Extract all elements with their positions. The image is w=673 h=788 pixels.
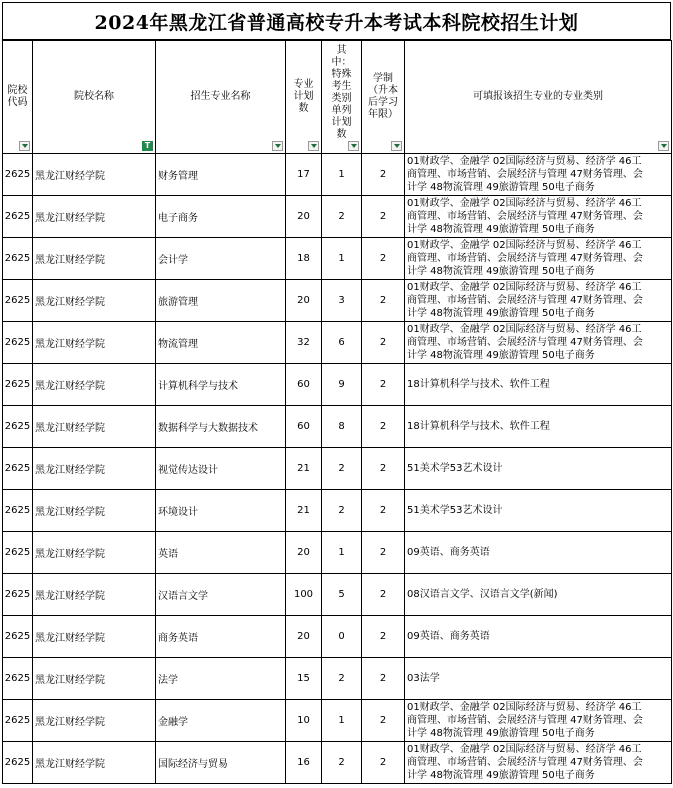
- eligible-types-cell[interactable]: [405, 322, 672, 364]
- eligible-types-line: 01财政学、金融学 02国际经济与贸易、经济学 46工: [407, 156, 642, 167]
- school-name-cell[interactable]: 黑龙江财经学院: [33, 658, 156, 700]
- study-years-cell[interactable]: 2: [362, 364, 405, 406]
- eligible-types-cell[interactable]: [405, 154, 672, 196]
- eligible-types-line: 01财政学、金融学 02国际经济与贸易、经济学 46工: [407, 198, 642, 209]
- major-name-cell[interactable]: 环境设计: [156, 490, 286, 532]
- table-row: [3, 616, 672, 658]
- major-name-cell[interactable]: 金融学: [156, 700, 286, 742]
- school-code-cell[interactable]: 2625: [3, 154, 33, 196]
- filter-dropdown-icon[interactable]: [391, 141, 402, 151]
- header-eligible-types-label: 可填报该招生专业的专业类别: [473, 91, 603, 102]
- study-years-cell[interactable]: 2: [362, 616, 405, 658]
- eligible-types-line: 计学 48物流管理 49旅游管理 50电子商务: [407, 182, 595, 193]
- study-years-cell[interactable]: 2: [362, 658, 405, 700]
- table-row: [3, 154, 672, 196]
- filter-dropdown-icon[interactable]: [348, 141, 359, 151]
- school-name-cell[interactable]: 黑龙江财经学院: [33, 196, 156, 238]
- special-count-cell[interactable]: 9: [322, 364, 362, 406]
- major-name-cell[interactable]: 英语: [156, 532, 286, 574]
- header-special-line: 单列: [331, 105, 352, 116]
- header-school-code-line: 代码: [7, 97, 28, 108]
- header-years-line: 学制: [373, 73, 393, 84]
- study-years-cell[interactable]: 2: [362, 742, 405, 784]
- plan-count-cell[interactable]: 20: [286, 280, 322, 322]
- school-name-cell[interactable]: 黑龙江财经学院: [33, 574, 156, 616]
- school-code-cell[interactable]: 2625: [3, 658, 33, 700]
- school-code-cell[interactable]: 2625: [3, 532, 33, 574]
- eligible-types-line: 08汉语言文学、汉语言文学(新闻): [407, 589, 558, 600]
- header-school-name: [33, 41, 156, 154]
- table-row: [3, 364, 672, 406]
- eligible-types-cell[interactable]: [405, 700, 672, 742]
- table-row: [3, 490, 672, 532]
- school-code-cell[interactable]: 2625: [3, 490, 33, 532]
- major-name-cell[interactable]: 法学: [156, 658, 286, 700]
- plan-count-cell[interactable]: 18: [286, 238, 322, 280]
- major-name-cell[interactable]: 数据科学与大数据技术: [156, 406, 286, 448]
- eligible-types-cell[interactable]: [405, 406, 672, 448]
- study-years-cell[interactable]: 2: [362, 280, 405, 322]
- school-code-cell[interactable]: 2625: [3, 406, 33, 448]
- header-plan-line: 专业: [293, 79, 314, 90]
- table-row: [3, 742, 672, 784]
- major-name-cell[interactable]: 国际经济与贸易: [156, 742, 286, 784]
- school-name-cell[interactable]: 黑龙江财经学院: [33, 742, 156, 784]
- header-special-line: 类别: [331, 93, 352, 104]
- major-name-cell[interactable]: 视觉传达设计: [156, 448, 286, 490]
- school-name-cell[interactable]: 黑龙江财经学院: [33, 322, 156, 364]
- eligible-types-line: 商管理、市场营销、会展经济与管理 47财务管理、会: [407, 337, 643, 348]
- study-years-cell[interactable]: 2: [362, 154, 405, 196]
- table-row: [3, 280, 672, 322]
- table-row: [3, 574, 672, 616]
- plan-count-cell[interactable]: 20: [286, 616, 322, 658]
- school-code-cell[interactable]: 2625: [3, 742, 33, 784]
- eligible-types-line: 商管理、市场营销、会展经济与管理 47财务管理、会: [407, 253, 643, 264]
- eligible-types-line: 18计算机科学与技术、软件工程: [407, 379, 550, 390]
- special-count-cell[interactable]: 6: [322, 322, 362, 364]
- header-years-line: 年限）: [368, 109, 398, 120]
- eligible-types-line: 09英语、商务英语: [407, 631, 490, 642]
- eligible-types-line: 51美术学53艺术设计: [407, 463, 503, 474]
- school-name-cell[interactable]: 黑龙江财经学院: [33, 448, 156, 490]
- special-count-cell[interactable]: 2: [322, 490, 362, 532]
- special-count-cell[interactable]: 1: [322, 154, 362, 196]
- school-name-cell[interactable]: 黑龙江财经学院: [33, 406, 156, 448]
- major-name-cell[interactable]: 会计学: [156, 238, 286, 280]
- header-school-name-label: 院校名称: [74, 91, 114, 102]
- eligible-types-line: 商管理、市场营销、会展经济与管理 47财务管理、会: [407, 295, 643, 306]
- study-years-cell[interactable]: 2: [362, 196, 405, 238]
- major-name-cell[interactable]: 计算机科学与技术: [156, 364, 286, 406]
- eligible-types-line: 09英语、商务英语: [407, 547, 490, 558]
- school-name-cell[interactable]: 黑龙江财经学院: [33, 238, 156, 280]
- header-special-line: 其: [336, 45, 347, 56]
- header-eligible-types: [405, 41, 672, 154]
- study-years-cell[interactable]: 2: [362, 238, 405, 280]
- study-years-cell[interactable]: 2: [362, 490, 405, 532]
- header-special-line: 数: [336, 129, 347, 140]
- eligible-types-cell[interactable]: [405, 658, 672, 700]
- major-name-cell[interactable]: 旅游管理: [156, 280, 286, 322]
- eligible-types-line: 计学 48物流管理 49旅游管理 50电子商务: [407, 266, 595, 277]
- plan-count-cell[interactable]: 21: [286, 448, 322, 490]
- study-years-cell[interactable]: 2: [362, 700, 405, 742]
- eligible-types-line: 计学 48物流管理 49旅游管理 50电子商务: [407, 308, 595, 319]
- table-row: [3, 658, 672, 700]
- plan-count-cell[interactable]: 10: [286, 700, 322, 742]
- eligible-types-line: 商管理、市场营销、会展经济与管理 47财务管理、会: [407, 211, 643, 222]
- school-code-cell[interactable]: 2625: [3, 364, 33, 406]
- major-name-cell[interactable]: 物流管理: [156, 322, 286, 364]
- header-school-code: [3, 41, 33, 154]
- special-count-cell[interactable]: 3: [322, 280, 362, 322]
- special-count-cell[interactable]: 1: [322, 532, 362, 574]
- special-count-cell[interactable]: 5: [322, 574, 362, 616]
- filter-active-icon[interactable]: T: [142, 141, 153, 151]
- header-major-name: [156, 41, 286, 154]
- school-code-cell[interactable]: 2625: [3, 700, 33, 742]
- plan-count-cell[interactable]: 16: [286, 742, 322, 784]
- eligible-types-cell[interactable]: [405, 280, 672, 322]
- eligible-types-line: 03法学: [407, 673, 440, 684]
- eligible-types-line: 18计算机科学与技术、软件工程: [407, 421, 550, 432]
- eligible-types-cell[interactable]: [405, 490, 672, 532]
- filter-dropdown-icon[interactable]: [272, 141, 283, 151]
- enrollment-plan-table: [2, 40, 672, 784]
- eligible-types-line: 01财政学、金融学 02国际经济与贸易、经济学 46工: [407, 702, 642, 713]
- study-years-cell[interactable]: 2: [362, 322, 405, 364]
- eligible-types-cell[interactable]: [405, 364, 672, 406]
- school-code-cell[interactable]: 2625: [3, 616, 33, 658]
- plan-count-cell[interactable]: 15: [286, 658, 322, 700]
- filter-dropdown-icon[interactable]: [19, 141, 30, 151]
- study-years-cell[interactable]: 2: [362, 406, 405, 448]
- study-years-cell[interactable]: 2: [362, 448, 405, 490]
- eligible-types-line: 01财政学、金融学 02国际经济与贸易、经济学 46工: [407, 282, 642, 293]
- eligible-types-line: 商管理、市场营销、会展经济与管理 47财务管理、会: [407, 715, 643, 726]
- table-row: [3, 406, 672, 448]
- eligible-types-cell[interactable]: [405, 448, 672, 490]
- school-name-cell[interactable]: 黑龙江财经学院: [33, 700, 156, 742]
- major-name-cell[interactable]: 电子商务: [156, 196, 286, 238]
- plan-count-cell[interactable]: 60: [286, 406, 322, 448]
- school-name-cell[interactable]: 黑龙江财经学院: [33, 490, 156, 532]
- plan-count-cell[interactable]: 100: [286, 574, 322, 616]
- eligible-types-cell[interactable]: [405, 742, 672, 784]
- header-study-years: [362, 41, 405, 154]
- school-code-cell[interactable]: 2625: [3, 280, 33, 322]
- filter-dropdown-icon[interactable]: [308, 141, 319, 151]
- eligible-types-line: 51美术学53艺术设计: [407, 505, 503, 516]
- school-code-cell[interactable]: 2625: [3, 448, 33, 490]
- eligible-types-line: 01财政学、金融学 02国际经济与贸易、经济学 46工: [407, 324, 642, 335]
- eligible-types-line: 商管理、市场营销、会展经济与管理 47财务管理、会: [407, 169, 643, 180]
- table-row: [3, 700, 672, 742]
- table-row: [3, 196, 672, 238]
- table-row: [3, 322, 672, 364]
- eligible-types-cell[interactable]: [405, 532, 672, 574]
- table-row: [3, 532, 672, 574]
- header-plan-count: [286, 41, 322, 154]
- school-code-cell[interactable]: 2625: [3, 238, 33, 280]
- major-name-cell[interactable]: 财务管理: [156, 154, 286, 196]
- major-name-cell[interactable]: 商务英语: [156, 616, 286, 658]
- eligible-types-cell[interactable]: [405, 574, 672, 616]
- special-count-cell[interactable]: 2: [322, 448, 362, 490]
- header-school-code-line: 院校: [7, 85, 28, 96]
- table-row: [3, 238, 672, 280]
- school-code-cell[interactable]: 2625: [3, 574, 33, 616]
- eligible-types-cell[interactable]: [405, 196, 672, 238]
- plan-count-cell[interactable]: 60: [286, 364, 322, 406]
- special-count-cell[interactable]: 1: [322, 700, 362, 742]
- study-years-cell[interactable]: 2: [362, 532, 405, 574]
- special-count-cell[interactable]: 0: [322, 616, 362, 658]
- special-count-cell[interactable]: 2: [322, 742, 362, 784]
- eligible-types-cell[interactable]: [405, 616, 672, 658]
- filter-dropdown-icon[interactable]: [658, 141, 669, 151]
- header-plan-line: 数: [298, 103, 309, 114]
- plan-count-cell[interactable]: 21: [286, 490, 322, 532]
- header-special-line: 特殊: [331, 69, 352, 80]
- eligible-types-line: 计学 48物流管理 49旅游管理 50电子商务: [407, 770, 595, 781]
- eligible-types-line: 计学 48物流管理 49旅游管理 50电子商务: [407, 224, 595, 235]
- header-special-count: [322, 41, 362, 154]
- study-years-cell[interactable]: 2: [362, 574, 405, 616]
- eligible-types-line: 01财政学、金融学 02国际经济与贸易、经济学 46工: [407, 744, 642, 755]
- header-row: [3, 41, 672, 154]
- header-years-line: 后学习: [368, 97, 398, 108]
- header-plan-line: 计划: [293, 91, 314, 102]
- special-count-cell[interactable]: 2: [322, 658, 362, 700]
- header-special-line: 考生: [331, 81, 352, 92]
- eligible-types-line: 计学 48物流管理 49旅游管理 50电子商务: [407, 728, 595, 739]
- table-row: [3, 448, 672, 490]
- header-special-line: 中：: [331, 57, 352, 68]
- header-major-name-label: 招生专业名称: [190, 91, 251, 102]
- special-count-cell[interactable]: 2: [322, 196, 362, 238]
- school-code-cell[interactable]: 2625: [3, 322, 33, 364]
- special-count-cell[interactable]: 1: [322, 238, 362, 280]
- plan-count-cell[interactable]: 17: [286, 154, 322, 196]
- school-name-cell[interactable]: 黑龙江财经学院: [33, 154, 156, 196]
- sheet-title: 2024年黑龙江省普通高校专升本考试本科院校招生计划: [2, 2, 671, 40]
- eligible-types-cell[interactable]: [405, 238, 672, 280]
- school-name-cell[interactable]: 黑龙江财经学院: [33, 532, 156, 574]
- major-name-cell[interactable]: 汉语言文学: [156, 574, 286, 616]
- header-years-line: （升本: [368, 85, 398, 96]
- plan-count-cell[interactable]: 20: [286, 532, 322, 574]
- plan-count-cell[interactable]: 20: [286, 196, 322, 238]
- eligible-types-line: 01财政学、金融学 02国际经济与贸易、经济学 46工: [407, 240, 642, 251]
- school-name-cell[interactable]: 黑龙江财经学院: [33, 280, 156, 322]
- school-code-cell[interactable]: 2625: [3, 196, 33, 238]
- school-name-cell[interactable]: 黑龙江财经学院: [33, 364, 156, 406]
- school-name-cell[interactable]: 黑龙江财经学院: [33, 616, 156, 658]
- header-special-line: 计划: [331, 117, 352, 128]
- special-count-cell[interactable]: 8: [322, 406, 362, 448]
- eligible-types-line: 计学 48物流管理 49旅游管理 50电子商务: [407, 350, 595, 361]
- plan-count-cell[interactable]: 32: [286, 322, 322, 364]
- eligible-types-line: 商管理、市场营销、会展经济与管理 47财务管理、会: [407, 757, 643, 768]
